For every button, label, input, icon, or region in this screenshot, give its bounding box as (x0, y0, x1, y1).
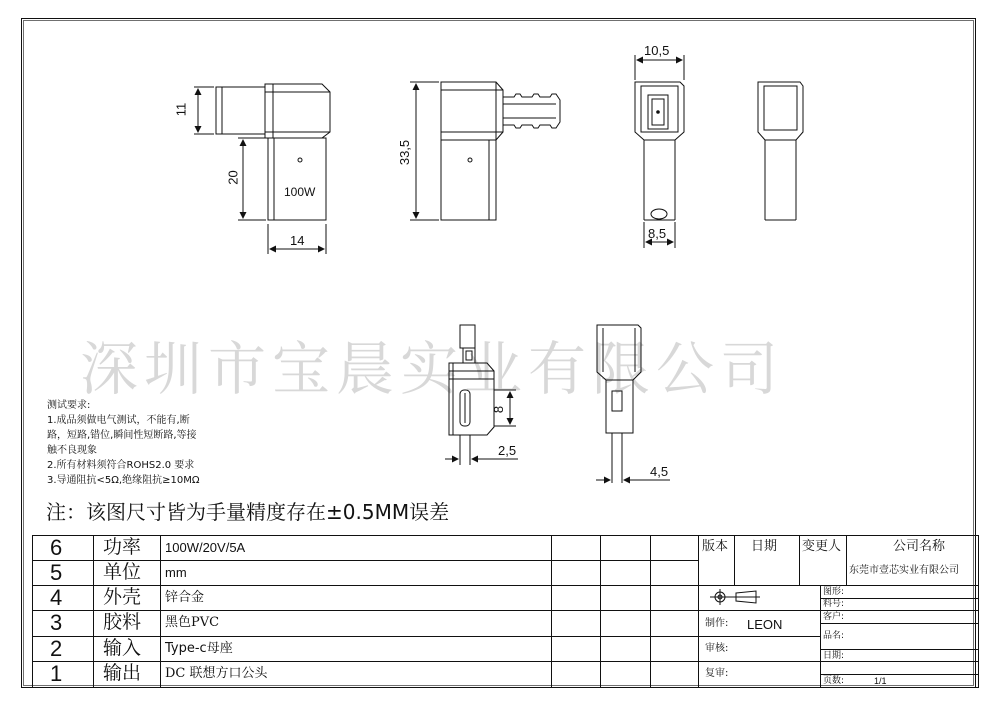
company-label-header: 公司名称 (893, 539, 946, 554)
dim-8: 8 (491, 405, 507, 414)
spec-row-value: 锌合金 (165, 590, 205, 605)
spec-row-no: 4 (50, 585, 63, 610)
spec-row-value: 黑色PVC (165, 615, 220, 630)
spec-row-no: 5 (50, 560, 63, 585)
dim-33-5: 33,5 (397, 139, 413, 166)
spec-row-label: 输出 (103, 662, 142, 684)
made-by-value: LEON (747, 617, 783, 632)
spec-row-value: DC 联想方口公头 (165, 666, 268, 681)
info-drawing: 图形: (823, 587, 845, 597)
tolerance-note: 注：该图尺寸皆为手量精度存在±0.5MM误差 (46, 500, 450, 524)
revision-changer-header: 变更人 (802, 539, 842, 554)
back-view (758, 82, 803, 220)
test-req-line: 路，短路,错位,瞬间性短断路,等接 (47, 430, 197, 441)
test-req-line: 3.导通阻抗<5Ω,绝缘阻抗≥10MΩ (47, 475, 200, 486)
test-req-line: 1.成品须做电气测试，不能有,断 (47, 415, 190, 426)
spec-row-label: 功率 (103, 536, 142, 558)
watermark: 深圳市宝晨实业有限公司 (80, 335, 785, 403)
side-view (410, 82, 560, 220)
approve-label: 复审: (705, 668, 729, 679)
part-label: 100W (284, 185, 316, 199)
info-customer: 客户: (823, 612, 845, 622)
spec-row-value: 100W/20V/5A (165, 540, 246, 555)
spec-row-no: 1 (50, 661, 63, 686)
info-part-no: 料号: (823, 599, 845, 609)
dim-2-5: 2,5 (498, 443, 517, 458)
dim-20: 20 (225, 170, 241, 185)
dim-4-5: 4,5 (650, 464, 669, 479)
spec-row-value: Type-c母座 (165, 641, 233, 656)
dim-8-5: 8,5 (648, 226, 667, 241)
info-product-name: 品名: (823, 631, 845, 641)
info-pages-value: 1/1 (874, 676, 887, 686)
review-label: 审核: (705, 643, 729, 654)
spec-row-no: 6 (50, 535, 63, 560)
revision-version-header: 版本 (702, 539, 729, 554)
revision-date-header: 日期 (751, 539, 778, 554)
spec-row-label: 单位 (103, 561, 142, 583)
dim-14: 14 (290, 233, 305, 248)
projection-symbol-icon (710, 589, 760, 605)
front-view (194, 84, 330, 254)
made-by-label: 制作: (705, 618, 729, 629)
dim-11: 11 (173, 102, 189, 117)
end-view (635, 55, 684, 248)
spec-row-label: 外壳 (103, 586, 142, 608)
test-req-heading: 测试要求: (47, 400, 91, 411)
spec-row-label: 输入 (103, 637, 142, 659)
info-date: 日期: (823, 651, 845, 661)
test-req-line: 触不良现象 (47, 445, 97, 456)
typec-front-view (596, 325, 670, 483)
company-name: 东莞市壹芯实业有限公司 (849, 565, 959, 576)
test-req-line: 2.所有材料须符合ROHS2.0 要求 (47, 460, 195, 471)
spec-row-no: 3 (50, 610, 63, 635)
dim-10-5: 10,5 (644, 43, 670, 58)
spec-row-value: mm (165, 565, 187, 580)
spec-row-no: 2 (50, 636, 63, 661)
info-pages-label: 页数: (823, 676, 845, 686)
spec-row-label: 胶料 (103, 611, 142, 633)
